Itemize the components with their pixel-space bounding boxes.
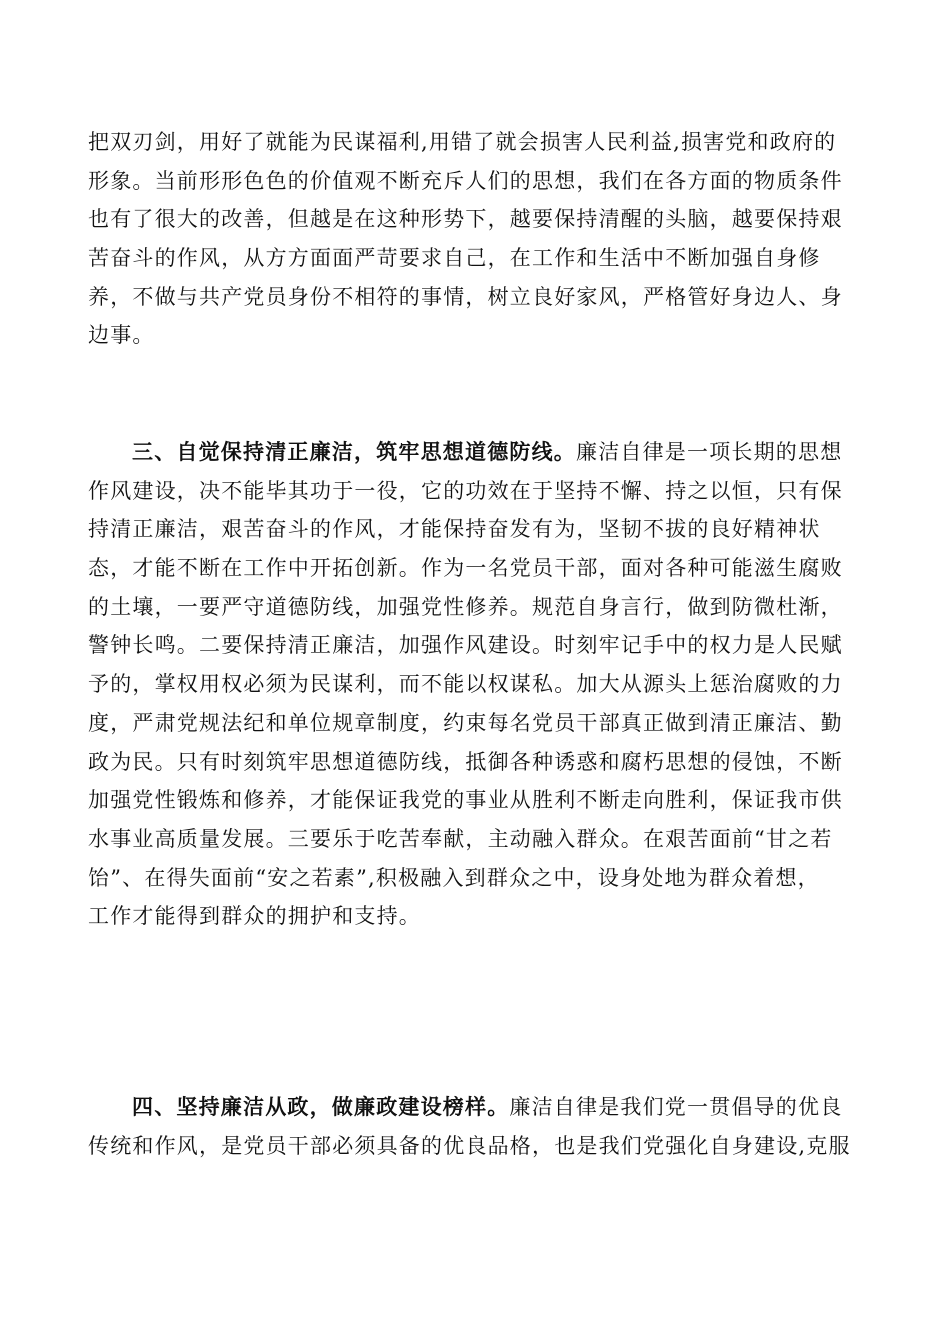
paragraph-first-line: [88, 433, 848, 472]
section-heading: 三、自觉保持清正廉洁，筑牢思想道德防线。: [132, 439, 576, 464]
paragraph-2: [88, 433, 848, 936]
paragraph-text: 廉洁自律是一项长期的思想: [576, 440, 843, 464]
paragraph-line: 度，严肃党规法纪和单位规章制度，约束每名党员干部真正做到清正廉洁、勤: [88, 710, 843, 735]
paragraph-line: 形象。当前形形色色的价值观不断充斥人们的思想，我们在各方面的物质条件: [88, 168, 843, 193]
paragraph-line: 持清正廉洁，艰苦奋斗的作风，才能保持奋发有为，坚韧不拔的良好精神状: [88, 517, 821, 542]
paragraph-3: [88, 1088, 851, 1165]
paragraph-line: 养，不做与共产党员身份不相符的事情，树立良好家风，严格管好身边人、身: [88, 284, 843, 309]
paragraph-line: 予的，掌权用权必须为民谋利，而不能以权谋私。加大从源头上惩治腐败的力: [88, 672, 843, 697]
paragraph-line: 苦奋斗的作风，从方方面面严苛要求自己，在工作和生活中不断加强自身修: [88, 246, 821, 271]
paragraph-line: 工作才能得到群众的拥护和支持。: [88, 904, 421, 929]
paragraph-line: 加强党性锻炼和修养，才能保证我党的事业从胜利不断走向胜利，保证我市供: [88, 788, 843, 813]
paragraph-line: 把双刃剑，用好了就能为民谋福利,用错了就会损害人民利益,损害党和政府的: [88, 130, 837, 154]
paragraph-text: 廉洁自律是我们党一贯倡导的优良: [509, 1095, 843, 1119]
paragraph-line: 态，才能不断在工作中开拓创新。作为一名党员干部，面对各种可能滋生腐败: [88, 556, 843, 581]
paragraph-line: 政为民。只有时刻筑牢思想道德防线，抵御各种诱惑和腐朽思想的侵蚀，不断: [88, 749, 843, 774]
paragraph-line: 的土壤，一要严守道德防线，加强党性修养。规范自身言行，做到防微杜渐，: [88, 594, 843, 619]
paragraph-first-line: [88, 1088, 848, 1127]
paragraph-line: 饴”、在得失面前“安之若素”,积极融入到群众之中，设身处地为群众着想，: [88, 865, 820, 890]
paragraph-line: 水事业高质量发展。三要乐于吃苦奉献，主动融入群众。在艰苦面前“甘之若: [88, 826, 833, 851]
paragraph-line: 作风建设，决不能毕其功于一役，它的功效在于坚持不懈、持之以恒，只有保: [88, 478, 843, 503]
paragraph-line: 传统和作风，是党员干部必须具备的优良品格，也是我们党强化自身建设,克服: [88, 1133, 851, 1158]
paragraph-1: [88, 123, 848, 355]
paragraph-line: 警钟长鸣。二要保持清正廉洁，加强作风建设。时刻牢记手中的权力是人民赋: [88, 633, 843, 658]
section-heading: 四、坚持廉洁从政，做廉政建设榜样。: [132, 1094, 510, 1119]
paragraph-line: 边事。: [88, 323, 155, 348]
paragraph-line: 也有了很大的改善，但越是在这种形势下，越要保持清醒的头脑，越要保持艰: [88, 207, 843, 232]
